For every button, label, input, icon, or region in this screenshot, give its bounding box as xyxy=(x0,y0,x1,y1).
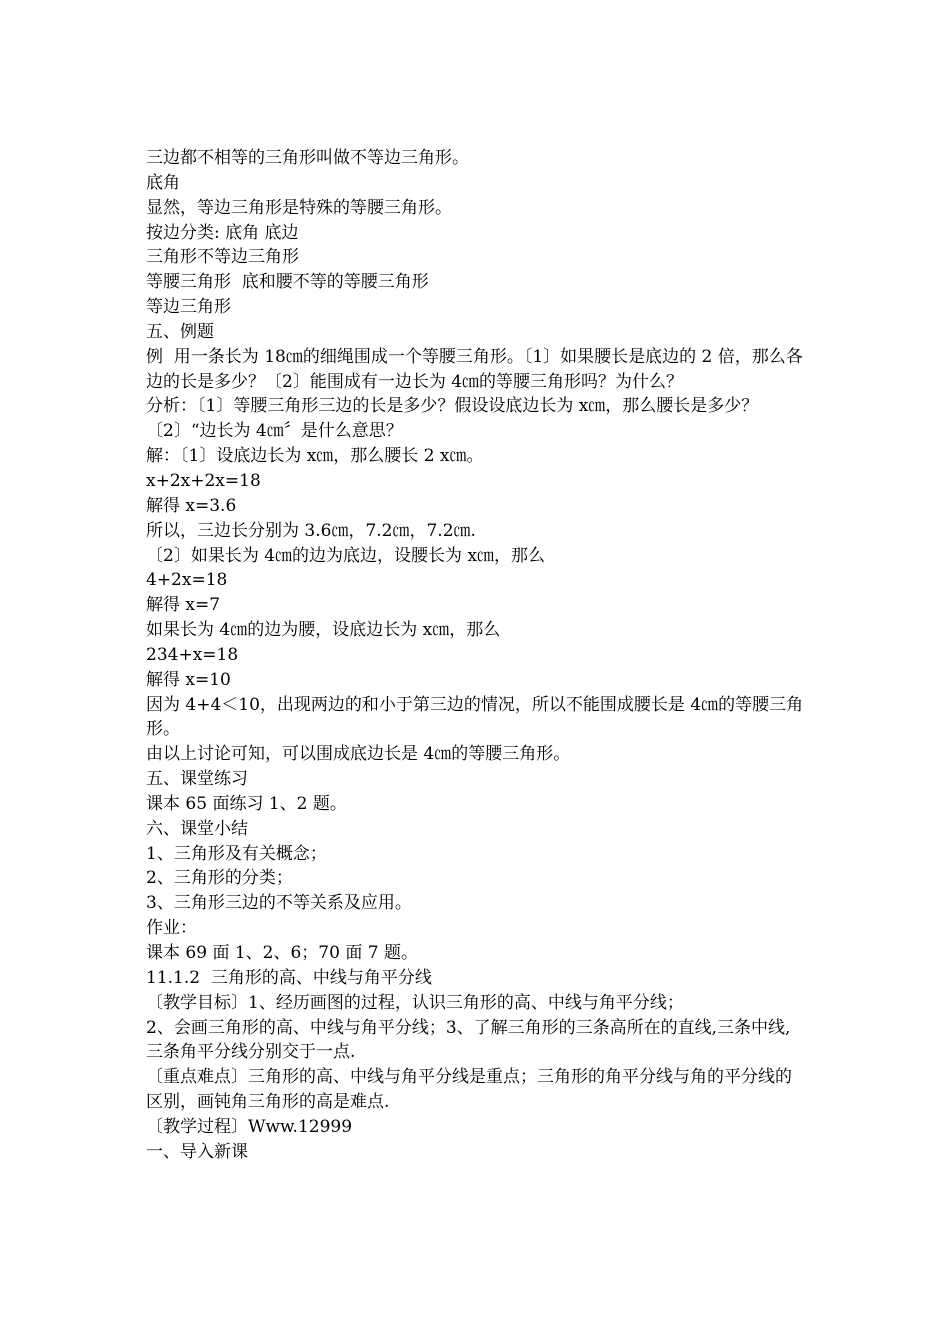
text-line: 课本 69 面 1、2、6；70 面 7 题。 xyxy=(146,943,418,963)
text-line: 〔2〕如果长为 4㎝的边为底边，设腰长为 x㎝，那么 xyxy=(146,545,546,566)
analysis-text: 分析：〔1〕等腰三角形三边的长是多少？假设设底边长为 x㎝，那么腰长是多少？ xyxy=(146,396,759,417)
document-page xyxy=(146,146,806,1165)
text-line: 〔2〕“边长为 4㎝〞是什么意思？ xyxy=(146,421,403,442)
objectives-text: 2、会画三角形的高、中线与角平分线；3、了解三角形的三条高所在的直线,三条中线,三条角平分线分别交于一点. xyxy=(146,1017,791,1063)
list-item: 1、三角形及有关概念； xyxy=(146,843,327,864)
key-points-text: 〔重点难点〕三角形的高、中线与角平分线是重点；三角形的角平分线与角的平分线的区别，画钝角三角形的高是难点. xyxy=(146,1067,792,1113)
section-heading: 五、课堂练习 xyxy=(146,769,248,790)
lesson-title: 11.1.2 三角形的高、中线与角平分线 xyxy=(146,967,432,988)
text-line: 〔教学目标〕1、经历画图的过程，认识三角形的高、中线与角平分线； xyxy=(146,992,684,1013)
text-line: 三边都不相等的三角形叫做不等边三角形。 xyxy=(146,148,469,168)
text-line: 所以，三边长分别为 3.6㎝，7.2㎝，7.2㎝. xyxy=(146,520,476,541)
equation-line: x+2x+2x=18 xyxy=(146,470,261,491)
conclusion-text: 因为 4+4＜10，出现两边的和小于第三边的情况，所以不能围成腰长是 4㎝的等腰三角形。 xyxy=(146,694,804,740)
text-line: 按边分类: 底角 底边 xyxy=(146,222,299,243)
text-line: 等边三角形 xyxy=(146,297,231,318)
list-item: 3、三角形三边的不等关系及应用。 xyxy=(146,893,412,914)
text-line: 显然，等边三角形是特殊的等腰三角形。 xyxy=(146,197,452,218)
section-heading: 五、例题 xyxy=(146,321,214,342)
text-line: 解得 x=7 xyxy=(146,595,221,616)
text-line: 三角形不等边三角形 xyxy=(146,247,299,268)
text-line: 等腰三角形 底和腰不等的等腰三角形 xyxy=(146,272,429,293)
text-line: 解得 x=3.6 xyxy=(146,495,237,516)
text-line: 如果长为 4㎝的边为腰，设底边长为 x㎝，那么 xyxy=(146,620,501,641)
text-line: 〔教学过程〕Www.12999 xyxy=(146,1116,353,1137)
list-item: 2、三角形的分类； xyxy=(146,868,293,889)
section-heading: 作业： xyxy=(146,918,197,939)
text-line: 解得 x=10 xyxy=(146,669,231,690)
example-problem: 例 用一条长为 18㎝的细绳围成一个等腰三角形。〔1〕如果腰长是底边的 2 倍，那么各边的长是多少？〔2〕能围成有一边长为 4㎝的等腰三角形吗？为什么？ xyxy=(146,346,803,392)
equation-line: 234+x=18 xyxy=(146,644,239,665)
text-line: 由以上讨论可知，可以围成底边长是 4㎝的等腰三角形。 xyxy=(146,744,571,765)
equation-line: 4+2x=18 xyxy=(146,570,228,591)
section-heading: 一、导入新课 xyxy=(146,1141,248,1162)
text-line: 解：〔1〕设底边长为 x㎝，那么腰长 2 x㎝。 xyxy=(146,446,484,467)
text-line: 课本 65 面练习 1、2 题。 xyxy=(146,793,347,814)
section-heading: 六、课堂小结 xyxy=(146,818,248,839)
text-line: 底角 xyxy=(146,172,180,193)
